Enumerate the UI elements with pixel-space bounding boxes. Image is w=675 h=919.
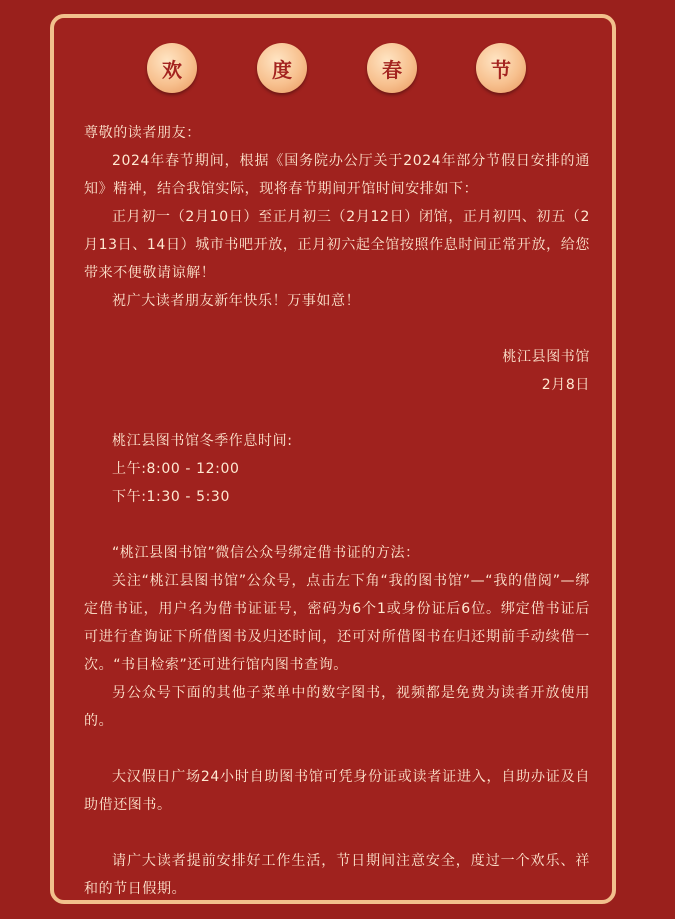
banner-char-chun: 春 (367, 43, 417, 93)
wechat-paragraph-1: 关注“桃江县图书馆”公众号，点击左下角“我的图书馆”—“我的借阅”—绑定借书证，用户名为借书证证号，密码为6个1或身份证后6位。绑定借书证后可进行查询证下所借图书及归还时间，还可对所借图书在归还期前手动续借一次。“书目检索”还可进行馆内图书查询。 (84, 573, 590, 673)
banner-char-du: 度 (257, 43, 307, 93)
closing-paragraph: 请广大读者提前安排好工作生活，节日期间注意安全，度过一个欢乐、祥和的节日假期。 (84, 853, 590, 897)
hours-afternoon: 下午:1:30 - 5:30 (112, 489, 230, 505)
greeting: 尊敬的读者朋友： (84, 125, 201, 141)
festival-banner (147, 43, 527, 95)
notice-paragraph-2: 正月初一（2月10日）至正月初三（2月12日）闭馆，正月初四、初五（2月13日、14日）城市书吧开放，正月初六起全馆按照作息时间正常开放，给您带来不便敬请谅解！ (84, 209, 590, 281)
notice-paragraph-1: 2024年春节期间，根据《国务院办公厅关于2024年部分节假日安排的通知》精神，结合我馆实际，现将春节期间开馆时间安排如下： (84, 153, 590, 197)
notice-paragraph-3: 祝广大读者朋友新年快乐！万事如意！ (112, 293, 361, 309)
wechat-paragraph-2: 另公众号下面的其他子菜单中的数字图书，视频都是免费为读者开放使用的。 (84, 685, 590, 729)
selfservice-paragraph: 大汉假日广场24小时自助图书馆可凭身份证或读者证进入，自助办证及自助借还图书。 (84, 769, 590, 813)
signature: 桃江县图书馆 (502, 349, 590, 365)
banner-char-huan: 欢 (147, 43, 197, 93)
notice-date: 2月8日 (541, 377, 590, 393)
hours-title: 桃江县图书馆冬季作息时间: (112, 433, 293, 449)
notice-body (84, 119, 590, 903)
wechat-title: “桃江县图书馆”微信公众号绑定借书证的方法： (112, 545, 420, 561)
hours-morning: 上午:8:00 - 12:00 (112, 461, 240, 477)
banner-char-jie: 节 (476, 43, 526, 93)
